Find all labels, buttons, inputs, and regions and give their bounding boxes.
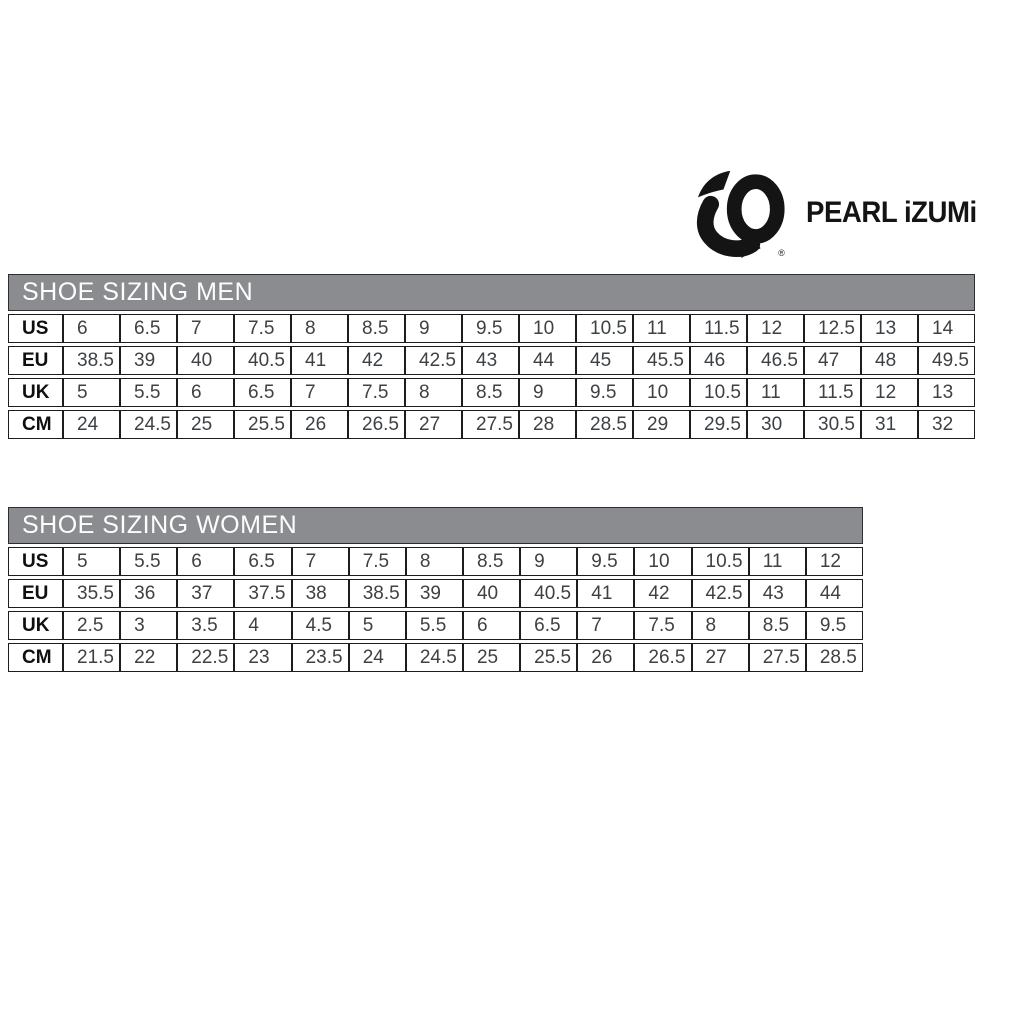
size-value-cell: 8 bbox=[692, 611, 749, 640]
size-value-cell: 25 bbox=[463, 643, 520, 672]
size-value-cell: 10.5 bbox=[690, 378, 747, 407]
row-label-cell: UK bbox=[8, 611, 63, 640]
size-value-cell: 42 bbox=[634, 579, 691, 608]
table-row bbox=[8, 611, 863, 640]
size-value-cell: 5 bbox=[63, 547, 120, 576]
pearl-izumi-logo bbox=[694, 168, 992, 258]
size-value-cell: 7.5 bbox=[349, 547, 406, 576]
size-value-cell: 24 bbox=[63, 410, 120, 439]
size-value-cell: 42.5 bbox=[405, 346, 462, 375]
women-table-title: SHOE SIZING WOMEN bbox=[8, 507, 863, 544]
size-value-cell: 10.5 bbox=[692, 547, 749, 576]
table-row bbox=[8, 410, 975, 439]
size-value-cell: 40 bbox=[177, 346, 234, 375]
size-value-cell: 9.5 bbox=[806, 611, 863, 640]
size-value-cell: 24.5 bbox=[120, 410, 177, 439]
size-value-cell: 28.5 bbox=[806, 643, 863, 672]
size-value-cell: 40.5 bbox=[234, 346, 291, 375]
size-value-cell: 28.5 bbox=[576, 410, 633, 439]
size-value-cell: 25.5 bbox=[234, 410, 291, 439]
size-value-cell: 46 bbox=[690, 346, 747, 375]
size-value-cell: 5.5 bbox=[406, 611, 463, 640]
size-value-cell: 8.5 bbox=[348, 314, 405, 343]
size-value-cell: 7 bbox=[177, 314, 234, 343]
size-value-cell: 12.5 bbox=[804, 314, 861, 343]
row-label-cell: CM bbox=[8, 410, 63, 439]
size-value-cell: 47 bbox=[804, 346, 861, 375]
size-value-cell: 4 bbox=[234, 611, 291, 640]
size-value-cell: 49.5 bbox=[918, 346, 975, 375]
size-value-cell: 30 bbox=[747, 410, 804, 439]
table-row bbox=[8, 643, 863, 672]
size-value-cell: 11 bbox=[747, 378, 804, 407]
size-value-cell: 5 bbox=[349, 611, 406, 640]
size-value-cell: 6 bbox=[463, 611, 520, 640]
size-value-cell: 39 bbox=[406, 579, 463, 608]
size-value-cell: 8.5 bbox=[749, 611, 806, 640]
table-row bbox=[8, 314, 975, 343]
size-value-cell: 6.5 bbox=[120, 314, 177, 343]
size-value-cell: 6 bbox=[177, 547, 234, 576]
size-value-cell: 43 bbox=[462, 346, 519, 375]
size-value-cell: 44 bbox=[519, 346, 576, 375]
size-value-cell: 24.5 bbox=[406, 643, 463, 672]
row-label-cell: UK bbox=[8, 378, 63, 407]
size-value-cell: 11 bbox=[633, 314, 690, 343]
size-value-cell: 24 bbox=[349, 643, 406, 672]
size-value-cell: 9.5 bbox=[576, 378, 633, 407]
size-value-cell: 41 bbox=[577, 579, 634, 608]
size-value-cell: 38.5 bbox=[349, 579, 406, 608]
row-label-cell: CM bbox=[8, 643, 63, 672]
size-value-cell: 46.5 bbox=[747, 346, 804, 375]
size-value-cell: 6 bbox=[63, 314, 120, 343]
size-value-cell: 13 bbox=[861, 314, 918, 343]
men-table bbox=[8, 311, 975, 442]
size-value-cell: 39 bbox=[120, 346, 177, 375]
size-value-cell: 7.5 bbox=[634, 611, 691, 640]
women-sizing-table bbox=[8, 507, 863, 675]
registered-mark: ® bbox=[778, 248, 785, 258]
size-value-cell: 37.5 bbox=[234, 579, 291, 608]
size-value-cell: 21.5 bbox=[63, 643, 120, 672]
size-value-cell: 12 bbox=[747, 314, 804, 343]
size-value-cell: 23 bbox=[234, 643, 291, 672]
iq-logo-icon bbox=[694, 168, 792, 258]
men-sizing-table bbox=[8, 274, 975, 442]
size-value-cell: 5.5 bbox=[120, 378, 177, 407]
size-value-cell: 2.5 bbox=[63, 611, 120, 640]
size-value-cell: 43 bbox=[749, 579, 806, 608]
table-row bbox=[8, 579, 863, 608]
size-value-cell: 10 bbox=[634, 547, 691, 576]
size-value-cell: 28 bbox=[519, 410, 576, 439]
size-value-cell: 26 bbox=[577, 643, 634, 672]
size-value-cell: 42.5 bbox=[692, 579, 749, 608]
row-label-cell: US bbox=[8, 547, 63, 576]
size-value-cell: 45.5 bbox=[633, 346, 690, 375]
size-value-cell: 7 bbox=[577, 611, 634, 640]
size-value-cell: 38 bbox=[292, 579, 349, 608]
size-value-cell: 27 bbox=[692, 643, 749, 672]
size-value-cell: 29.5 bbox=[690, 410, 747, 439]
women-table bbox=[8, 544, 863, 675]
size-value-cell: 4.5 bbox=[292, 611, 349, 640]
size-value-cell: 22.5 bbox=[177, 643, 234, 672]
size-value-cell: 5.5 bbox=[120, 547, 177, 576]
size-value-cell: 25 bbox=[177, 410, 234, 439]
size-value-cell: 35.5 bbox=[63, 579, 120, 608]
size-value-cell: 7 bbox=[291, 378, 348, 407]
size-value-cell: 8 bbox=[406, 547, 463, 576]
size-value-cell: 11.5 bbox=[690, 314, 747, 343]
size-value-cell: 9 bbox=[520, 547, 577, 576]
size-value-cell: 10 bbox=[519, 314, 576, 343]
size-value-cell: 7 bbox=[292, 547, 349, 576]
size-value-cell: 27.5 bbox=[462, 410, 519, 439]
size-value-cell: 9.5 bbox=[577, 547, 634, 576]
size-value-cell: 27.5 bbox=[749, 643, 806, 672]
size-value-cell: 11.5 bbox=[804, 378, 861, 407]
size-value-cell: 10.5 bbox=[576, 314, 633, 343]
size-value-cell: 7.5 bbox=[234, 314, 291, 343]
size-value-cell: 22 bbox=[120, 643, 177, 672]
size-value-cell: 42 bbox=[348, 346, 405, 375]
size-value-cell: 8 bbox=[291, 314, 348, 343]
size-value-cell: 31 bbox=[861, 410, 918, 439]
size-value-cell: 40.5 bbox=[520, 579, 577, 608]
size-value-cell: 7.5 bbox=[348, 378, 405, 407]
size-value-cell: 38.5 bbox=[63, 346, 120, 375]
size-value-cell: 8 bbox=[405, 378, 462, 407]
size-value-cell: 9 bbox=[405, 314, 462, 343]
table-row bbox=[8, 378, 975, 407]
size-value-cell: 13 bbox=[918, 378, 975, 407]
size-value-cell: 12 bbox=[861, 378, 918, 407]
size-value-cell: 25.5 bbox=[520, 643, 577, 672]
table-row bbox=[8, 547, 863, 576]
size-value-cell: 23.5 bbox=[292, 643, 349, 672]
men-table-title: SHOE SIZING MEN bbox=[8, 274, 975, 311]
size-value-cell: 6.5 bbox=[234, 547, 291, 576]
size-value-cell: 6.5 bbox=[234, 378, 291, 407]
size-value-cell: 12 bbox=[806, 547, 863, 576]
size-value-cell: 5 bbox=[63, 378, 120, 407]
row-label-cell: US bbox=[8, 314, 63, 343]
size-value-cell: 9 bbox=[519, 378, 576, 407]
size-value-cell: 6 bbox=[177, 378, 234, 407]
size-value-cell: 6.5 bbox=[520, 611, 577, 640]
size-value-cell: 8.5 bbox=[463, 547, 520, 576]
size-value-cell: 27 bbox=[405, 410, 462, 439]
size-value-cell: 44 bbox=[806, 579, 863, 608]
row-label-cell: EU bbox=[8, 346, 63, 375]
table-row bbox=[8, 346, 975, 375]
size-value-cell: 32 bbox=[918, 410, 975, 439]
size-value-cell: 41 bbox=[291, 346, 348, 375]
size-value-cell: 29 bbox=[633, 410, 690, 439]
size-value-cell: 3.5 bbox=[177, 611, 234, 640]
size-value-cell: 26.5 bbox=[634, 643, 691, 672]
logo-wordmark: PEARL iZUMi bbox=[806, 196, 977, 229]
size-value-cell: 8.5 bbox=[462, 378, 519, 407]
size-value-cell: 14 bbox=[918, 314, 975, 343]
size-value-cell: 3 bbox=[120, 611, 177, 640]
size-value-cell: 30.5 bbox=[804, 410, 861, 439]
size-value-cell: 48 bbox=[861, 346, 918, 375]
size-value-cell: 10 bbox=[633, 378, 690, 407]
size-value-cell: 36 bbox=[120, 579, 177, 608]
size-value-cell: 40 bbox=[463, 579, 520, 608]
size-value-cell: 45 bbox=[576, 346, 633, 375]
size-value-cell: 26 bbox=[291, 410, 348, 439]
row-label-cell: EU bbox=[8, 579, 63, 608]
size-value-cell: 26.5 bbox=[348, 410, 405, 439]
size-value-cell: 11 bbox=[749, 547, 806, 576]
size-value-cell: 9.5 bbox=[462, 314, 519, 343]
size-value-cell: 37 bbox=[177, 579, 234, 608]
